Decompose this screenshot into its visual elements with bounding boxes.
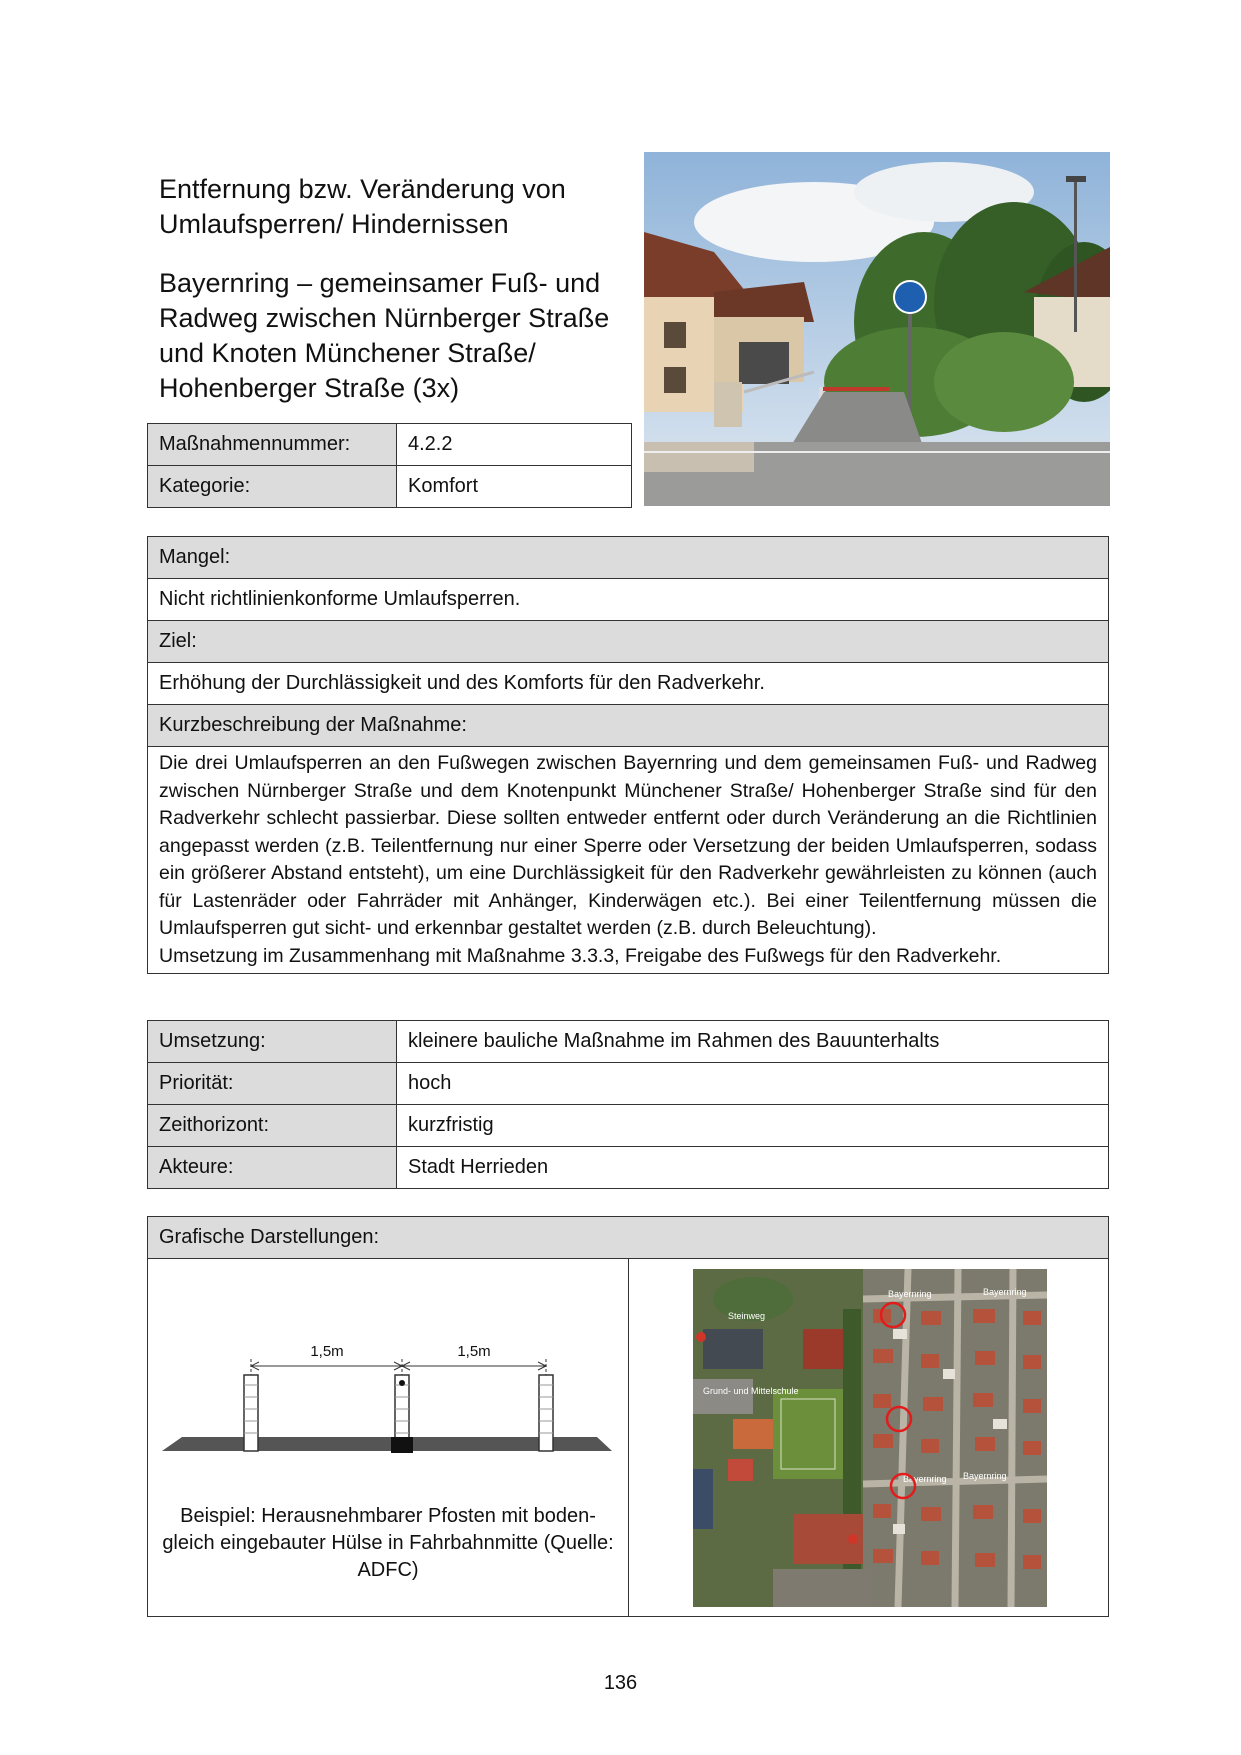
meta-table	[147, 423, 632, 508]
title-main: Entfernung bzw. Veränderung von Umlaufsperren/ Hindernissen	[159, 174, 566, 239]
dimension-right: 1,5m	[457, 1343, 491, 1360]
nummer-value: 4.2.2	[397, 424, 632, 466]
prioritaet-value: hoch	[397, 1063, 1109, 1105]
map-label-bayernring-3: Bayernring	[903, 1474, 947, 1484]
description-table	[147, 536, 1109, 974]
grafik-label: Grafische Darstellungen:	[148, 1217, 1109, 1259]
zeithorizont-label: Zeithorizont:	[148, 1105, 397, 1147]
kurzbeschreibung-paragraph-2: Umsetzung im Zusammenhang mit Maßnahme 3.3.3, Freigabe des Fußwegs für den Radverkehr.	[159, 944, 1002, 967]
mangel-text: Nicht richtlinienkonforme Umlaufsperren.	[148, 579, 1109, 621]
map-label-bayernring-2: Bayernring	[983, 1287, 1027, 1297]
map-label-steinweg: Steinweg	[728, 1311, 766, 1321]
mangel-label: Mangel:	[148, 537, 1109, 579]
umsetzung-label: Umsetzung:	[148, 1021, 397, 1063]
ziel-label: Ziel:	[148, 621, 1109, 663]
zeithorizont-value: kurzfristig	[397, 1105, 1109, 1147]
akteure-value: Stadt Herrieden	[397, 1147, 1109, 1189]
graphics-table	[147, 1216, 1109, 1617]
bollard-diagram-cell	[148, 1259, 629, 1617]
kurzbeschreibung-text	[148, 747, 1109, 974]
prioritaet-label: Priorität:	[148, 1063, 397, 1105]
street-photo	[644, 152, 1110, 506]
akteure-label: Akteure:	[148, 1147, 397, 1189]
ziel-text: Erhöhung der Durchlässigkeit und des Komforts für den Radverkehr.	[148, 663, 1109, 705]
map-label-bayernring-1: Bayernring	[888, 1289, 932, 1299]
nummer-label: Maßnahmennummer:	[148, 424, 397, 466]
diagram-caption: Beispiel: Herausnehmbarer Pfosten mit boden-gleich eingebauter Hülse in Fahrbahnmitte (Quelle: ADFC)	[162, 1505, 614, 1581]
kategorie-label: Kategorie:	[148, 466, 397, 508]
map-label-bayernring-4: Bayernring	[963, 1471, 1007, 1481]
kurzbeschreibung-paragraph-1: Die drei Umlaufsperren an den Fußwegen zwischen Bayernring und dem gemeinsamen Fuß- und Radweg zwischen Nürnberger Straße und dem Knotenpunkt Münchener Straße/ Hohenberger Straße sind für den Radverkehr schlecht passierbar. Diese sollten entweder entfernt oder durch Veränderung an die Richtlinien angepasst werden (z.B. Teilentfernung nur einer Sperre oder Versetzung der beiden Umlaufsperren, sodass ein größerer Abstand entsteht), um eine Durchlässigkeit für den Radverkehr gewährleisten zu können (auch für Lastenräder oder Fahrräder mit Anhänger, Kinderwägen etc.). Bei einer Teilentfernung müssen die Umlaufsperren gut sicht- und erkennbar gestaltet werden (z.B. durch Beleuchtung).	[159, 752, 1097, 939]
aerial-map	[693, 1269, 1047, 1607]
kategorie-value: Komfort	[397, 466, 632, 508]
map-cell	[629, 1259, 1109, 1617]
implementation-table	[147, 1020, 1109, 1189]
title-sub: Bayernring – gemeinsamer Fuß- und Radweg zwischen Nürnberger Straße und Knoten Münchener Straße/ Hohenberger Straße (3x)	[159, 268, 610, 403]
kurzbeschreibung-label: Kurzbeschreibung der Maßnahme:	[148, 705, 1109, 747]
map-label-school: Grund- und Mittelschule	[703, 1386, 799, 1396]
bollard-diagram	[162, 1301, 612, 1477]
page-number: 136	[603, 1672, 638, 1694]
dimension-left: 1,5m	[310, 1343, 344, 1360]
umsetzung-value: kleinere bauliche Maßnahme im Rahmen des Bauunterhalts	[397, 1021, 1109, 1063]
